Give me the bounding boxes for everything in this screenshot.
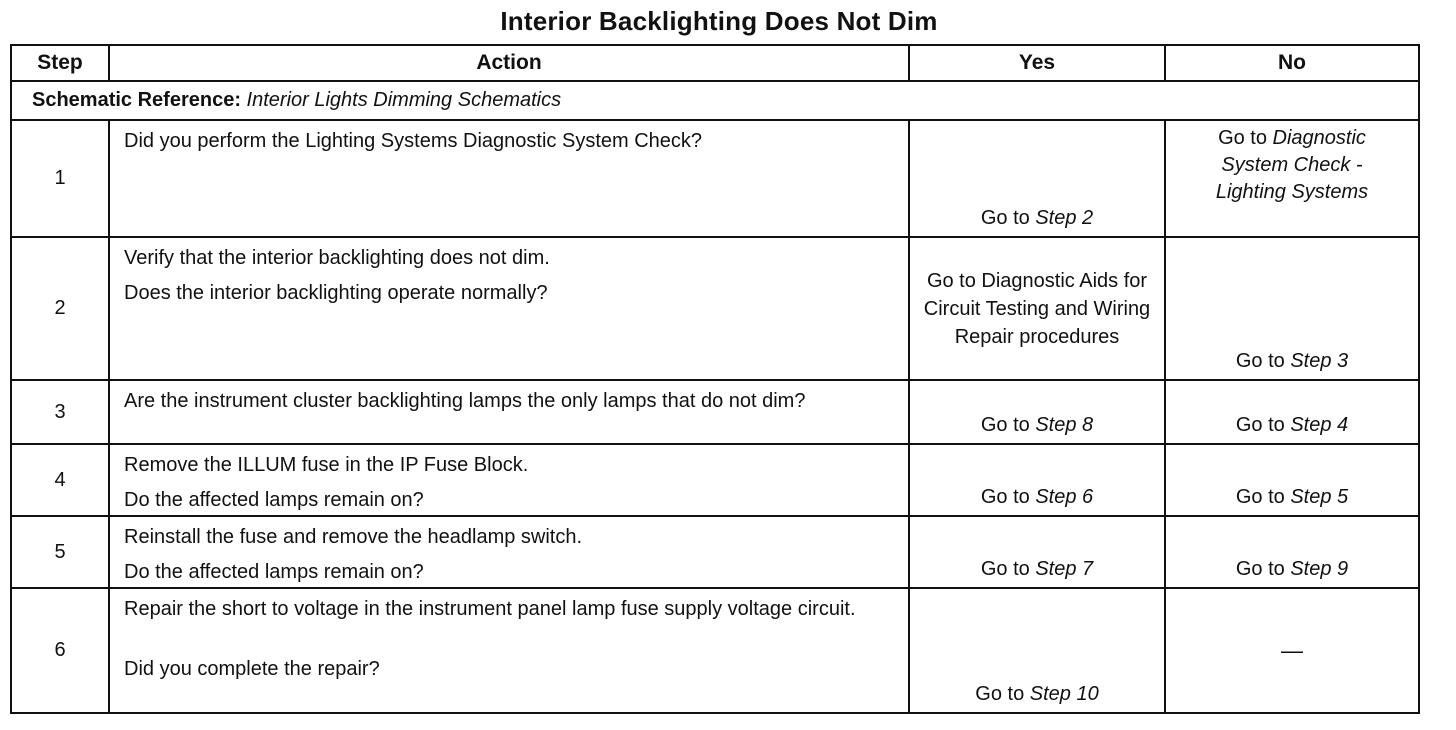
yes-goto[interactable]: Go to Diagnostic Aids for Circuit Testing and Wiring Repair procedures (923, 269, 1151, 348)
table-header-row (11, 45, 1419, 81)
schematic-row (11, 81, 1419, 120)
table-row (11, 516, 1419, 588)
action-cell (109, 588, 909, 713)
action-cell (109, 237, 909, 380)
action-text: Reinstall the fuse and remove the headlamp switch. (124, 526, 583, 548)
step-number: 4 (11, 444, 109, 516)
action-text: Did you perform the Lighting Systems Diagnostic System Check? (124, 130, 703, 152)
table-row (11, 380, 1419, 444)
page-title: Interior Backlighting Does Not Dim (500, 6, 938, 36)
schematic-link[interactable]: Interior Lights Dimming Schematics (246, 89, 562, 111)
no-cell (1165, 516, 1419, 588)
no-cell (1165, 588, 1419, 713)
action-cell (109, 380, 909, 444)
no-answer-dash: — (1281, 638, 1303, 664)
no-cell (1165, 380, 1419, 444)
header-yes: Yes (909, 45, 1165, 81)
diagnostic-table (10, 44, 1420, 714)
yes-cell (909, 444, 1165, 516)
no-goto[interactable]: Go to Diagnostic System Check - Lighting Systems (1215, 127, 1369, 203)
step-number: 3 (11, 380, 109, 444)
step-number: 2 (11, 237, 109, 380)
yes-cell (909, 588, 1165, 713)
action-question: Does the interior backlighting operate normally? (124, 282, 548, 304)
no-cell (1165, 237, 1419, 380)
yes-cell (909, 516, 1165, 588)
yes-goto[interactable]: Go to Step 7 (980, 558, 1094, 580)
yes-goto[interactable]: Go to Step 8 (980, 414, 1094, 436)
no-cell (1165, 444, 1419, 516)
yes-goto[interactable]: Go to Step 6 (980, 486, 1094, 508)
schematic-label: Schematic Reference: (32, 89, 241, 111)
yes-cell (909, 380, 1165, 444)
action-question: Do the affected lamps remain on? (124, 489, 424, 511)
header-step: Step (11, 45, 109, 81)
step-number: 6 (11, 588, 109, 713)
step-number: 1 (11, 120, 109, 237)
action-text: Verify that the interior backlighting does not dim. (124, 247, 550, 269)
action-text: Are the instrument cluster backlighting lamps the only lamps that do not dim? (124, 390, 806, 412)
table-row (11, 120, 1419, 237)
action-cell (109, 444, 909, 516)
header-action: Action (109, 45, 909, 81)
table-row (11, 588, 1419, 713)
action-cell (109, 516, 909, 588)
no-goto[interactable]: Go to Step 9 (1235, 558, 1349, 580)
yes-goto[interactable]: Go to Step 2 (980, 207, 1094, 229)
action-question: Do the affected lamps remain on? (124, 561, 424, 583)
action-text: Remove the ILLUM fuse in the IP Fuse Block. (124, 454, 529, 476)
no-goto[interactable]: Go to Step 5 (1235, 486, 1349, 508)
table-row (11, 237, 1419, 380)
no-goto[interactable]: Go to Step 3 (1235, 350, 1349, 372)
no-goto[interactable]: Go to Step 4 (1235, 414, 1349, 436)
schematic-reference (11, 81, 1419, 120)
no-cell (1165, 120, 1419, 237)
step-number: 5 (11, 516, 109, 588)
action-text: Repair the short to voltage in the instrument panel lamp fuse supply voltage circuit. (124, 598, 856, 620)
yes-goto[interactable]: Go to Step 10 (975, 683, 1099, 705)
action-question: Did you complete the repair? (124, 658, 380, 680)
table-row (11, 444, 1419, 516)
yes-cell (909, 120, 1165, 237)
action-cell (109, 120, 909, 237)
yes-cell (909, 237, 1165, 380)
header-no: No (1165, 45, 1419, 81)
